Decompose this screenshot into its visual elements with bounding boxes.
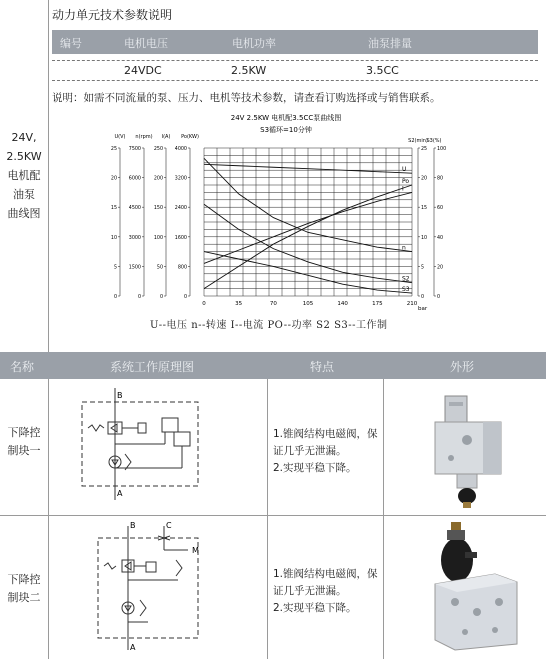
left-tick-label: 4000 bbox=[174, 147, 187, 152]
side-label-line: 2.5KW bbox=[6, 150, 42, 163]
series-label: U bbox=[402, 166, 407, 174]
chart-subtitle: S3循环=10分钟 bbox=[260, 126, 312, 134]
left-tick-label: 0 bbox=[137, 295, 141, 300]
port-label: M bbox=[192, 546, 199, 555]
chart-grid bbox=[204, 148, 412, 296]
right-tick-label: 100 bbox=[437, 147, 447, 152]
left-axis-label: I(A) bbox=[161, 134, 171, 140]
right-tick-label: 15 bbox=[421, 206, 428, 212]
left-tick-label: 100 bbox=[153, 235, 163, 241]
side-label-line: 油泵 bbox=[13, 188, 35, 201]
side-label-line: 电机配 bbox=[7, 169, 41, 182]
left-tick-label: 200 bbox=[153, 176, 163, 182]
param-header-power: 电机功率 bbox=[232, 37, 276, 50]
side-label-line: 24V, bbox=[11, 131, 37, 144]
left-tick-label: 7500 bbox=[128, 147, 141, 152]
table-diagram-divider bbox=[267, 379, 268, 659]
left-tick-label: 3200 bbox=[174, 176, 187, 182]
feature-line: 证几乎无泄漏。 bbox=[273, 585, 347, 597]
row1-features bbox=[273, 426, 381, 477]
left-tick-label: 1500 bbox=[128, 265, 141, 271]
feature-line: 2.实现平稳下降。 bbox=[273, 462, 357, 474]
x-tick-label: 140 bbox=[337, 301, 348, 307]
feature-line: 1.锥阀结构电磁阀，保 bbox=[273, 568, 378, 580]
left-tick-label: 4500 bbox=[128, 206, 141, 212]
row2-features bbox=[273, 566, 381, 617]
series-label: I bbox=[402, 185, 404, 193]
x-tick-label: 0 bbox=[202, 301, 206, 307]
left-axis-label: n(rpm) bbox=[135, 134, 153, 140]
table-header-name: 名称 bbox=[10, 360, 35, 374]
row1-name-line: 下降控 bbox=[7, 426, 41, 439]
x-tick-label: 175 bbox=[372, 301, 383, 307]
chart-side-label bbox=[0, 128, 48, 223]
table-header-diagram: 系统工作原理图 bbox=[110, 360, 195, 374]
right-axis-label: S2(min) bbox=[408, 138, 428, 144]
left-column-divider bbox=[48, 0, 49, 352]
right-tick-label: 60 bbox=[437, 206, 444, 212]
param-voltage-value: 24VDC bbox=[124, 64, 162, 77]
table-feature-divider bbox=[383, 379, 384, 659]
right-tick-label: 25 bbox=[421, 147, 428, 152]
table-name-divider bbox=[48, 379, 49, 659]
row1-product-image bbox=[425, 394, 525, 510]
left-tick-label: 250 bbox=[153, 147, 163, 152]
feature-line: 2.实现平稳下降。 bbox=[273, 602, 357, 614]
left-tick-label: 1600 bbox=[174, 235, 187, 241]
right-tick-label: 40 bbox=[437, 235, 444, 241]
right-tick-label: 0 bbox=[421, 295, 425, 300]
param-displacement-value: 3.5CC bbox=[366, 64, 399, 77]
x-tick-label: 35 bbox=[235, 301, 243, 307]
table-row-divider bbox=[0, 515, 546, 516]
series-label: S3 bbox=[402, 286, 410, 294]
series-label: Po bbox=[402, 178, 410, 185]
right-tick-label: 80 bbox=[437, 176, 444, 182]
ordering-note: 说明：如需不同流量的泵、压力、电机等技术参数，请查看订购选择或与销售联系。 bbox=[52, 92, 441, 104]
chart-axes bbox=[111, 134, 446, 312]
port-label: B bbox=[117, 391, 123, 400]
left-tick-label: 150 bbox=[153, 206, 163, 212]
left-tick-label: 0 bbox=[159, 295, 163, 300]
left-tick-label: 5 bbox=[113, 265, 117, 271]
port-label: A bbox=[130, 643, 136, 652]
right-tick-label: 5 bbox=[421, 265, 425, 271]
left-tick-label: 3000 bbox=[128, 235, 141, 241]
row1-name-line: 制块一 bbox=[7, 444, 41, 457]
right-axis-label: S3(%) bbox=[426, 138, 442, 144]
feature-line: 证几乎无泄漏。 bbox=[273, 445, 347, 457]
row2-hydraulic-schematic bbox=[88, 520, 218, 652]
left-tick-label: 25 bbox=[110, 147, 117, 152]
left-tick-label: 0 bbox=[113, 295, 117, 300]
series-label: S2 bbox=[402, 275, 410, 283]
left-tick-label: 50 bbox=[156, 265, 163, 271]
table-header bbox=[0, 352, 546, 379]
left-axis-label: U(V) bbox=[114, 134, 126, 140]
param-header-voltage: 电机电压 bbox=[124, 37, 168, 50]
table-header-appearance: 外形 bbox=[450, 360, 475, 374]
left-axis-label: Po(KW) bbox=[181, 134, 199, 140]
row2-name bbox=[0, 571, 48, 607]
right-tick-label: 20 bbox=[437, 265, 444, 271]
chart-legend: U--电压 n--转速 I--电流 PO--功率 S2 S3--工作制 bbox=[150, 320, 388, 331]
x-tick-label: 105 bbox=[302, 301, 314, 307]
section-title: 动力单元技术参数说明 bbox=[52, 8, 173, 22]
params-header-bar bbox=[52, 30, 538, 54]
left-tick-label: 20 bbox=[110, 176, 117, 182]
right-tick-label: 20 bbox=[421, 176, 428, 182]
left-tick-label: 10 bbox=[110, 235, 117, 241]
row2-name-line: 下降控 bbox=[7, 573, 41, 586]
row2-product-image bbox=[425, 522, 525, 650]
left-tick-label: 6000 bbox=[128, 176, 141, 182]
side-label-line: 曲线图 bbox=[7, 207, 41, 220]
param-divider-bottom bbox=[52, 80, 538, 81]
param-header-id: 编号 bbox=[60, 37, 82, 50]
row1-hydraulic-schematic bbox=[70, 388, 230, 500]
row1-name bbox=[0, 424, 48, 460]
left-tick-label: 2400 bbox=[174, 206, 187, 212]
port-label: A bbox=[117, 489, 123, 498]
feature-line: 1.锥阀结构电磁阀，保 bbox=[273, 428, 378, 440]
motor-curve-chart bbox=[100, 108, 445, 316]
right-tick-label: 10 bbox=[421, 235, 428, 241]
param-power-value: 2.5KW bbox=[231, 64, 267, 77]
port-label: B bbox=[130, 521, 136, 530]
x-axis-label: bar bbox=[418, 306, 428, 312]
x-tick-label: 70 bbox=[269, 301, 277, 307]
port-label: C bbox=[166, 521, 172, 530]
x-tick-label: 210 bbox=[406, 301, 418, 307]
param-header-displacement: 油泵排量 bbox=[368, 37, 412, 50]
series-label: n bbox=[402, 244, 406, 252]
param-divider-top bbox=[52, 60, 538, 61]
left-tick-label: 800 bbox=[177, 265, 187, 271]
left-tick-label: 0 bbox=[183, 295, 187, 300]
row2-name-line: 制块二 bbox=[7, 591, 41, 604]
left-tick-label: 15 bbox=[110, 206, 117, 212]
right-tick-label: 0 bbox=[437, 295, 441, 300]
chart-title: 24V 2.5KW 电机配3.5CC泵曲线图 bbox=[230, 114, 342, 122]
table-header-features: 特点 bbox=[310, 360, 335, 374]
